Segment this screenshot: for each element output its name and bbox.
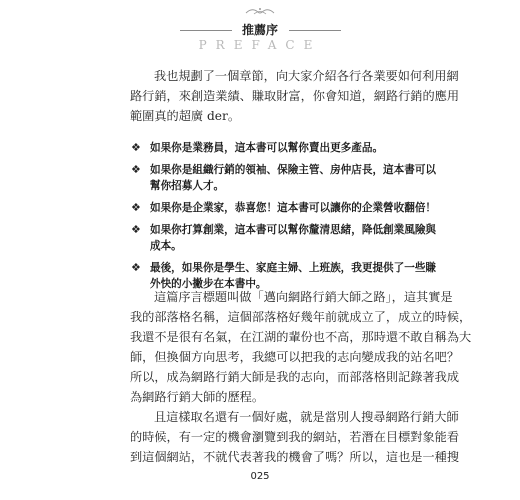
body-paragraph [130, 287, 472, 467]
text-line: 到這個網站，不就代表著我的機會了嗎？所以，這也是一種搜 [130, 450, 460, 464]
text-line: 我也規劃了一個章節，向大家介紹各行各業要如何利用網 [154, 69, 459, 83]
page-title: 推薦序 [241, 23, 278, 37]
page-number: 025 [250, 471, 270, 482]
header-rule-right [289, 30, 341, 31]
text-line: 師，但換個方向思考，我總可以把我的志向變成我的站名吧？ [130, 350, 460, 364]
text-line: 我的部落格名稱，這個部落格好幾年前就成立了，成立的時候， [130, 310, 472, 324]
list-item-text: 如果你打算創業，這本書可以幫你釐清思緒，降低創業風險與 [150, 224, 437, 236]
list-item-text: 最後，如果你是學生、家庭主婦、上班族，我更提供了一些賺 [150, 262, 437, 274]
diamond-bullet-icon: ❖ [131, 223, 141, 236]
list-item-text: 如果你是業務員，這本書可以幫你賣出更多產品。 [150, 142, 384, 154]
text-line: 我還不是很有名氣，在江湖的輩份也不高，那時還不敢自稱為大 [130, 330, 472, 344]
text-line: 這篇序言標題叫做「邁向網路行銷大師之路」，這其實是 [154, 290, 453, 304]
list-item [130, 222, 437, 254]
diamond-bullet-icon: ❖ [131, 141, 141, 154]
list-item [130, 200, 437, 216]
text-line: 為網路行銷大師的歷程。 [130, 390, 265, 404]
text-line: 路行銷，來創造業績、賺取財富，你會知道，網路行銷的應用 [130, 89, 460, 103]
text-line: 且這樣取名還有一個好處，就是當別人搜尋網路行銷大師 [154, 410, 459, 424]
list-item [130, 140, 420, 156]
list-item [130, 162, 437, 194]
diamond-bullet-icon: ❖ [131, 163, 141, 176]
intro-paragraph [130, 66, 460, 126]
header-rule-left [180, 30, 232, 31]
list-item-text: 外快的小撇步在本書中。 [150, 278, 267, 290]
diamond-bullet-icon: ❖ [131, 201, 141, 214]
page-subtitle: PREFACE [198, 38, 322, 52]
ornament-icon [244, 6, 276, 16]
list-item-text: 如果你是企業家，恭喜您！這本書可以讓你的企業營收翻倍！ [150, 202, 437, 214]
bullet-list [130, 140, 437, 298]
list-item-text: 幫你招募人才。 [150, 180, 225, 192]
text-line: 範圍真的超廣 der。 [130, 109, 241, 123]
text-line: 的時候，有一定的機會瀏覽到我的網站，若潛在目標對象能看 [130, 430, 460, 444]
list-item-text: 如果你是組織行銷的領袖、保險主管、房仲店長，這本書可以 [150, 164, 437, 176]
diamond-bullet-icon: ❖ [131, 261, 141, 274]
text-line: 所以，成為網路行銷大師是我的志向，而部落格則記錄著我成 [130, 370, 460, 384]
list-item-text: 成本。 [150, 240, 182, 252]
